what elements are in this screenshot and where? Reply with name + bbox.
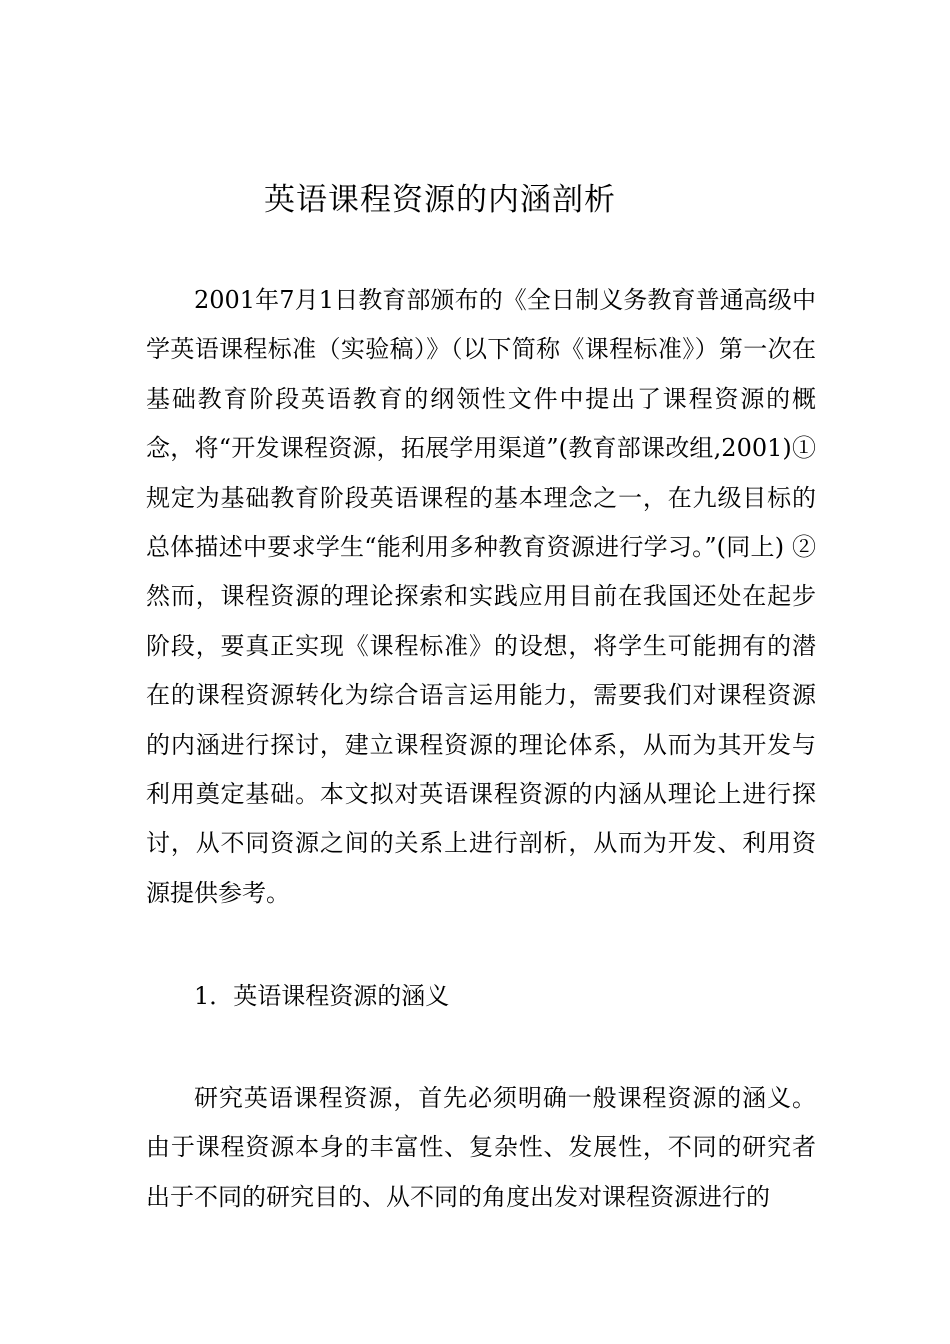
section-heading: 1．英语课程资源的涵义 <box>194 982 450 1010</box>
section-paragraph: 研究英语课程资源，首先必须明确一般课程资源的涵义。由于课程资源本身的丰富性、复杂性、发展性，不同的研究者出于不同的研究目的、从不同的角度出发对课程资源进行的 <box>146 1084 816 1211</box>
document-title: 英语课程资源的内涵剖析 <box>264 182 616 218</box>
intro-paragraph: 2001年7月1日教育部颁布的《全日制义务教育普通高级中学英语课程标准（实验稿）》（以下简称《课程标准》）第一次在基础教育阶段英语教育的纲领性文件中提出了课程资源的概念，将“开发课程资源，拓展学用渠道”(教育部课改组,2001)① 规定为基础教育阶段英语课程的基本理念之一，在九级目标的总体描述中要求学生“能利用多种教育资源进行学习。”(同上) ② 然而，课程资源的理论探索和实践应用目前在我国还处在起步阶段，要真正实现《课程标准》的设想，将学生可能拥有的潜在的课程资源转化为综合语言运用能力，需要我们对课程资源的内涵进行探讨，建立课程资源的理论体系，从而为其开发与利用奠定基础。本文拟对英语课程资源的内涵从理论上进行探讨，从不同资源之间的关系上进行剖析，从而为开发、利用资源提供参考。 <box>146 286 816 907</box>
